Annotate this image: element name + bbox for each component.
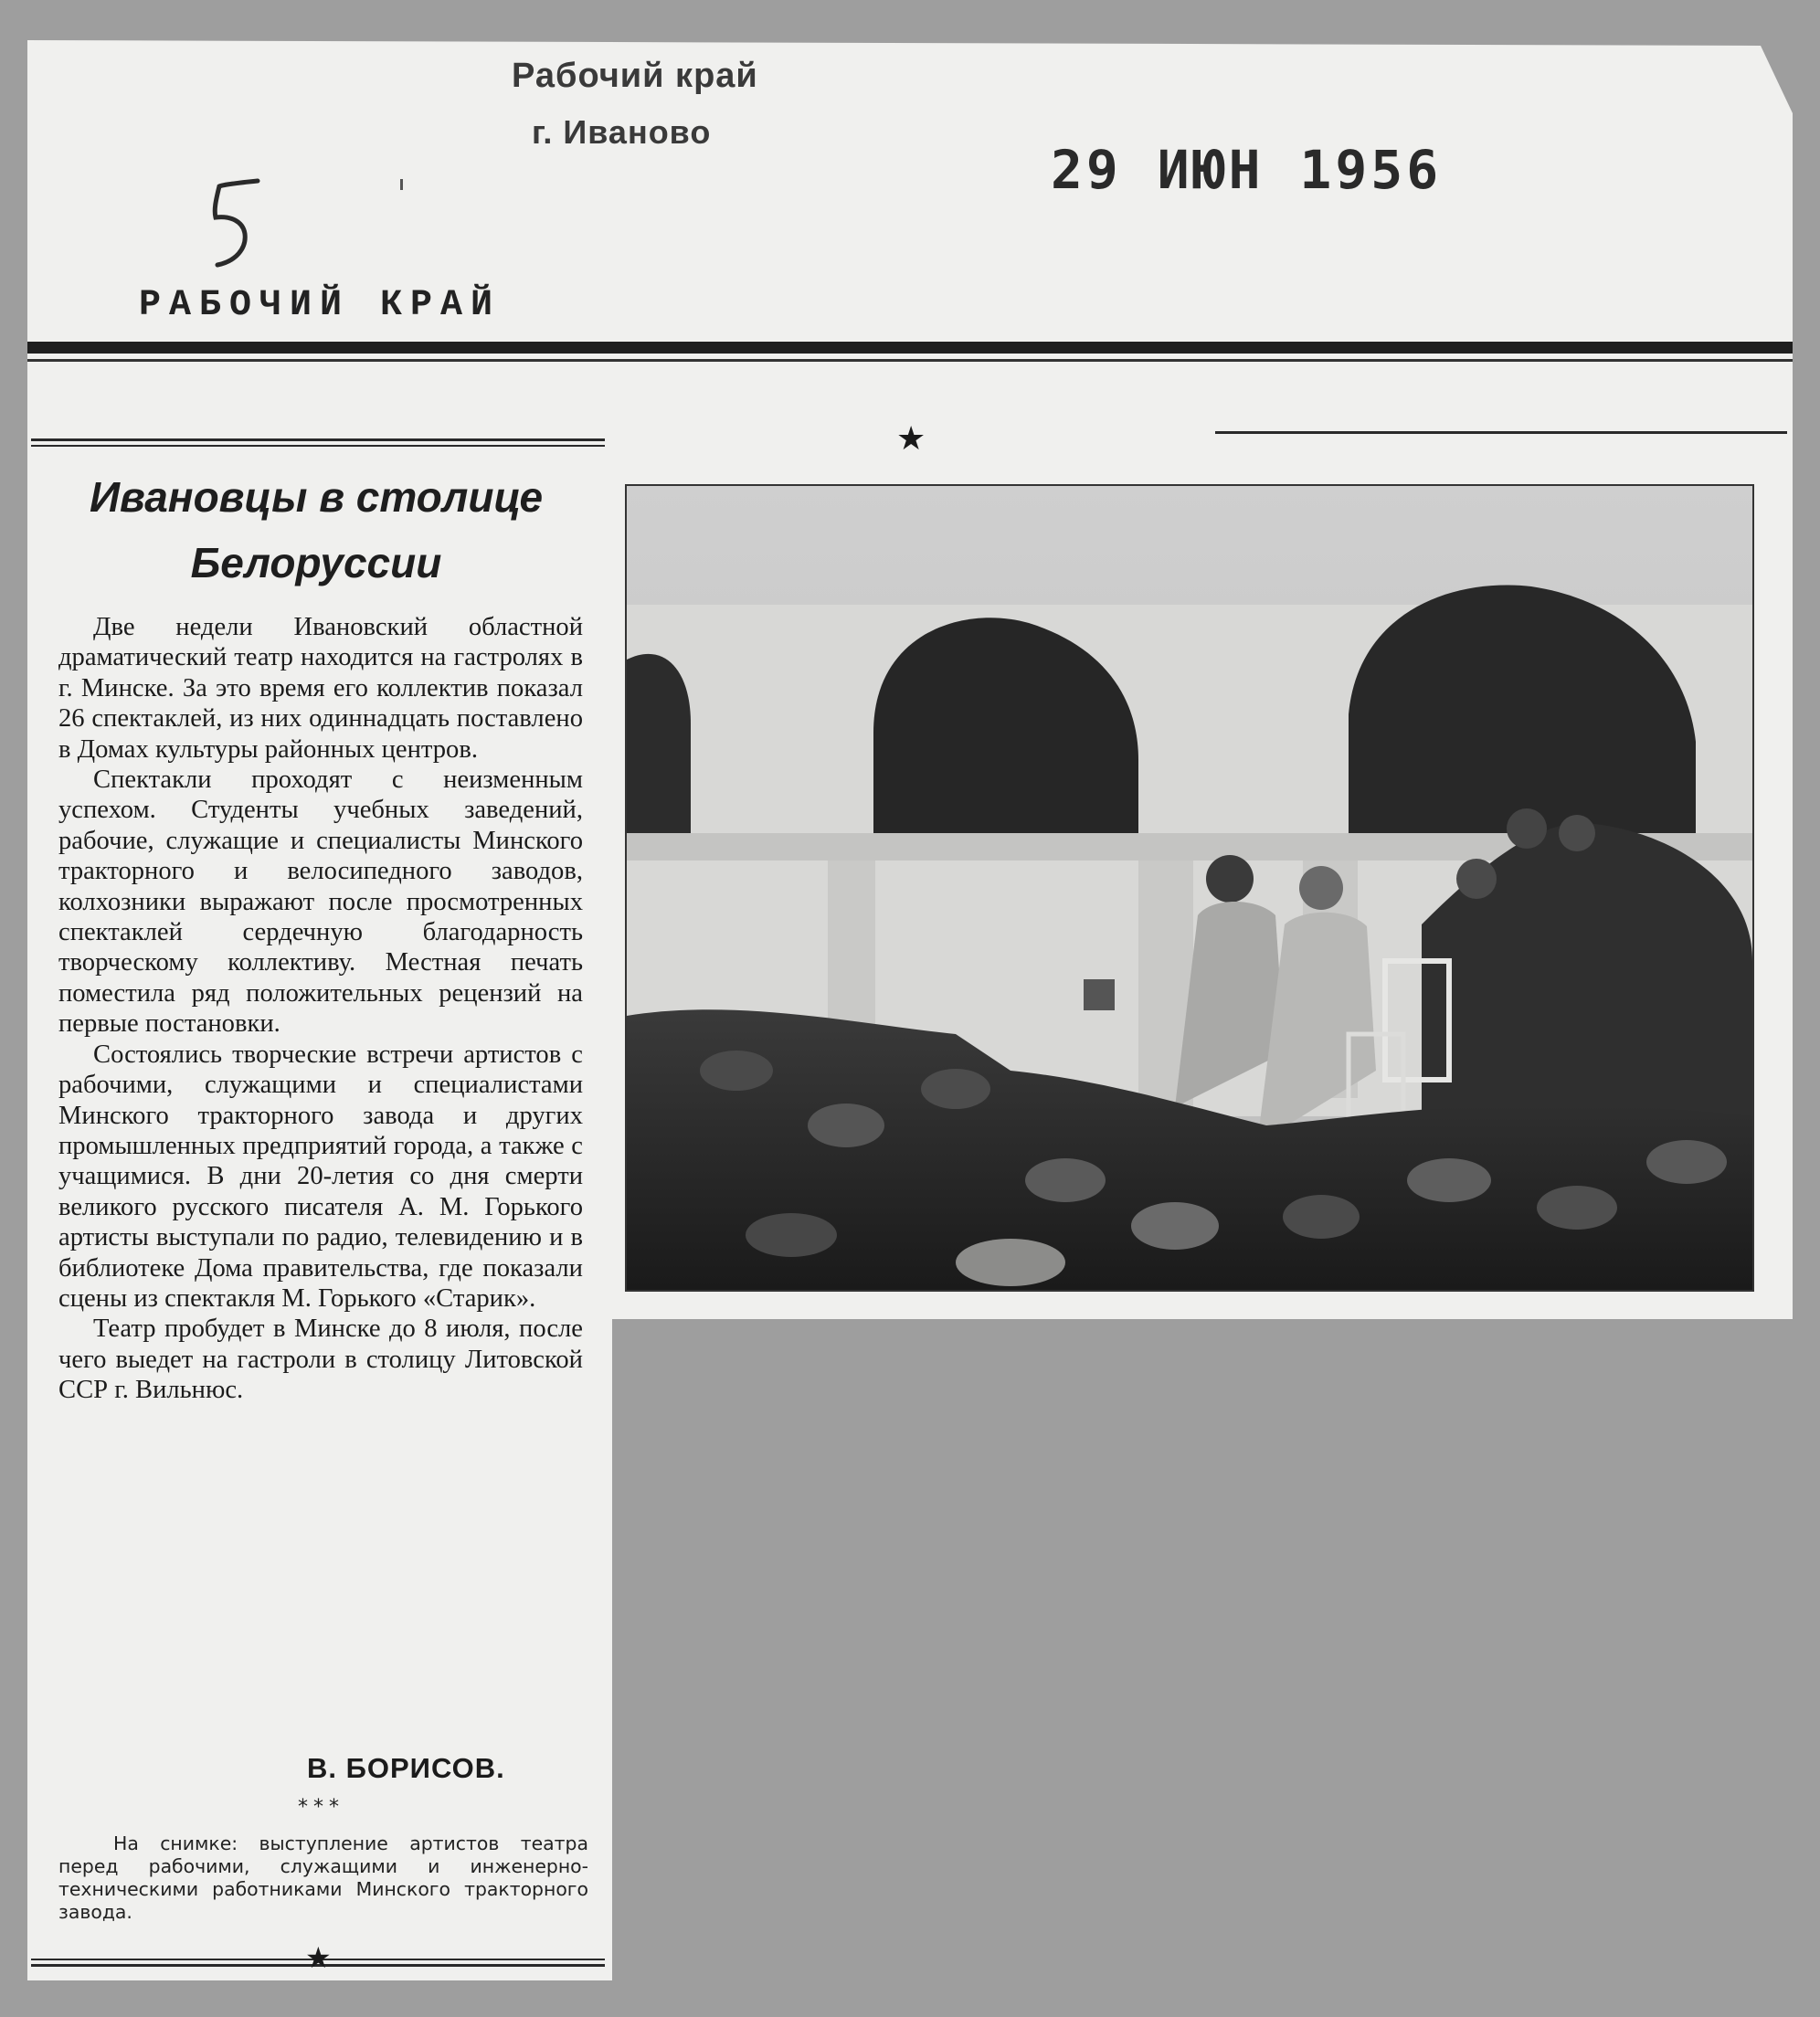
- column-rule: [31, 445, 605, 447]
- audience-head: [808, 1104, 884, 1147]
- performer-head: [1456, 859, 1497, 899]
- audience-head: [1407, 1158, 1491, 1202]
- performer-head: [1559, 815, 1595, 851]
- archive-stamp-date: 29 ИЮН 1956: [1051, 139, 1443, 201]
- photo-scene: [627, 486, 1752, 1290]
- arch-left: [627, 654, 691, 842]
- audience-head: [1646, 1140, 1727, 1184]
- headline-line: Белоруссии: [190, 539, 442, 586]
- article-author: В. БОРИСОВ.: [307, 1752, 505, 1784]
- handwritten-page-number-icon: [203, 174, 267, 274]
- audience-cap: [956, 1239, 1065, 1286]
- article-paragraph: Две недели Ивановский областной драматический театр находится на гастролях в г. Минске. За это время его коллектив показал 26 спектаклей, из них одиннадцать поставлено в Домах культуры районных центров.: [58, 613, 583, 764]
- article-headline: [42, 464, 590, 596]
- audience-head: [921, 1069, 990, 1109]
- headline-line: Ивановцы в столице: [89, 473, 544, 521]
- masthead-rule-thin: [27, 359, 1793, 362]
- article-paragraph: Спектакли проходят с неизменным успехом. Студенты учебных заведений, рабочие, служащие и специалисты Минского тракторного и велосипедного заводов, колхозники выражают после просмотренных спектаклей сердечную благодарность творческому коллективу. Местная печать поместила ряд положительных рецензий на первые постановки.: [58, 766, 583, 1039]
- performer-head: [1299, 866, 1343, 910]
- archive-stamp-city: г. Иваново: [532, 113, 712, 151]
- window: [1084, 979, 1115, 1010]
- performer-head: [1507, 808, 1547, 849]
- audience-head: [1537, 1186, 1617, 1230]
- audience-head: [1131, 1202, 1219, 1250]
- archive-stamp-newspaper: Рабочий край: [512, 57, 758, 95]
- caption-text: На снимке: выступление артистов театра перед рабочими, служащими и инженерно-техническими работниками Минского тракторного завода.: [58, 1832, 588, 1923]
- section-separator: ***: [298, 1796, 344, 1819]
- star-ornament-icon: ★: [896, 420, 926, 458]
- article-body: [58, 612, 583, 1406]
- pencil-mark: [400, 179, 403, 190]
- star-ornament-icon: ★: [305, 1940, 332, 1975]
- article-photo: [625, 484, 1754, 1292]
- article-paragraph: Состоялись творческие встречи артистов с рабочими, служащими и специалистами Минского тракторного завода и других промышленных предприятий города, а также с учащимися. В дни 20-летия со дня смерти великого русского писателя А. М. Горького артисты выступали по радио, телевидению и в библиотеке Дома правительства, где показали сцены из спектакля М. Горького «Старик».: [58, 1040, 583, 1313]
- column-rule: [1215, 431, 1787, 434]
- newspaper-masthead: РАБОЧИЙ КРАЙ: [139, 285, 502, 326]
- audience-head: [746, 1213, 837, 1257]
- article-paragraph: Театр пробудет в Минске до 8 июля, после чего выедет на гастроли в столицу Литовской ССР г. Вильнюс.: [58, 1315, 583, 1405]
- audience-head: [1283, 1195, 1360, 1239]
- audience-head: [700, 1051, 773, 1091]
- performer-head: [1206, 855, 1254, 903]
- audience-head: [1025, 1158, 1106, 1202]
- photo-caption: [58, 1832, 588, 1924]
- column-rule: [31, 438, 605, 441]
- masthead-rule-thick: [27, 342, 1793, 354]
